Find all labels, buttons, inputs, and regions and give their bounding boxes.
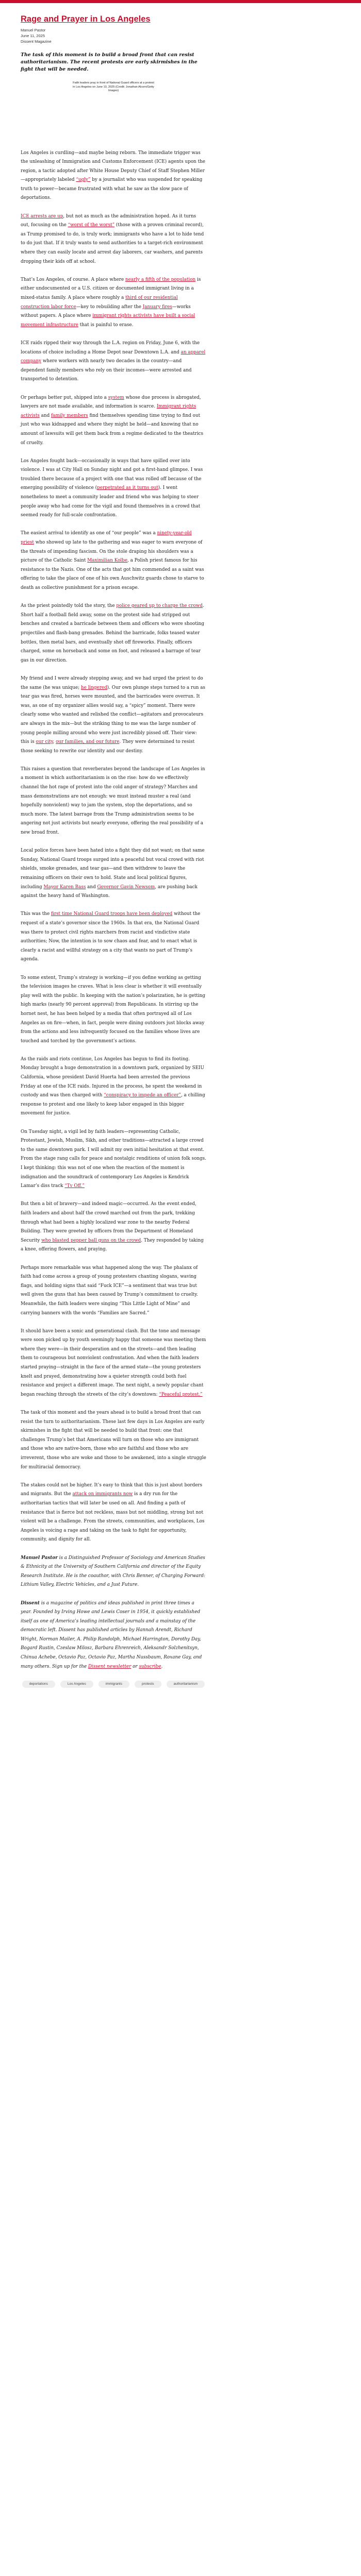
inline-link[interactable]: who blasted pepper ball guns on the crowd [41, 1238, 141, 1243]
inline-link[interactable]: third of our residential construction labor force [21, 295, 178, 310]
inline-link[interactable]: an apparel company [21, 349, 206, 364]
inline-link[interactable]: “Peaceful protest.” [159, 1392, 203, 1397]
inline-link[interactable]: family members [51, 413, 88, 418]
paragraph [21, 1327, 206, 1400]
text-run: , a chilling response to protest and one likely to keep labor engaged in this bigger movement for justice. [21, 1093, 205, 1116]
text-run: and [39, 413, 52, 418]
text-run: —works without papers. A place where [21, 304, 191, 319]
text-run: Los Angeles fought back—occasionally in ways that have spilled over into violence. I was at City Hall on Sunday night and got a first-hand glimpse. I was troubled there because of a project with one that was rolled off because of the emerging possibility of violence ( [21, 458, 203, 491]
text-run: , are pushing back against the heavy hand of Washington. [21, 884, 198, 899]
inline-link[interactable]: “worst of the worst” [68, 223, 115, 228]
inline-link[interactable]: Dissent newsletter [88, 1664, 132, 1669]
text-run: . They responded by taking a knee, offering flowers, and praying. [21, 1238, 204, 1252]
text-run: and [86, 884, 97, 890]
top-accent-bar [0, 0, 361, 3]
text-run: . [161, 1664, 163, 1669]
text-run: This was the [21, 911, 51, 917]
inline-link[interactable]: first time National Guard troops have been deployed [51, 911, 173, 917]
inline-link[interactable]: Maximilian Kolbe [87, 558, 128, 564]
text-run: who showed up late to the gathering and was eager to warn everyone of the threats of impending fascism. On the stole draping his shoulders was a picture of the Catholic Saint [21, 540, 203, 564]
paragraph [21, 1264, 206, 1318]
text-run: ). Our own plunge steps turned to a run as tear gas was fired, horses were mounted, and the barricades were overrun. It was, as one of my organizer allies would say, a “spicy” moment. There were clearly some who wanted and relished the conflict—agitators and provocateurs are always in the mix—but the striking thing to me was the large number of young people milling around who were just incredibly pissed off. Their view: this is [21, 685, 206, 745]
text-run: that is painful to erase. [78, 322, 134, 328]
inline-link[interactable]: “Tv Off.” [64, 1183, 85, 1189]
text-run: That’s Los Angeles, of course. A place where [21, 277, 125, 282]
text-run: The task of this moment and the years ahead is to build a broad front that can resist the turn to authoritarianism. These last few days in Los Angeles are early skirmishes in the fight that will be needed to build that front: one that challenges Trump’s bet that Americans will turn on those who are immigrant and those who are native-born, those who are faithful and those who are irreverent, those who are woke and those to be awakened, into a single struggle for multiracial democracy. [21, 1410, 206, 1470]
paragraph [21, 910, 206, 964]
inline-link[interactable]: immigrant rights activists have built a social movement infrastructure [21, 313, 195, 328]
inline-link[interactable]: attack on immigrants now [72, 1492, 133, 1497]
inline-link[interactable]: police geared up to charge the crowd [116, 603, 203, 609]
text-run: The stakes could not be higher. It’s easy to think that this is just about borders and migrants. But the [21, 1482, 203, 1497]
outlet-name: Dissent Magazine [21, 39, 52, 44]
tag-chip[interactable]: immigrants [99, 1681, 129, 1688]
publish-date: June 11, 2025 [21, 33, 45, 38]
text-run: Local police forces have been hated into a fight they did not want; on that same Sunday, National Guard troops surged into a peaceful but vocal crowd with riot shields, smoke grenades, and tear gas—and then withdrew to leave the remaining officers on their own to hold. State and local political figures, including [21, 848, 205, 890]
text-run: whose due process is abrogated, lawyers are not made available, and information is scarce. [21, 395, 201, 410]
tag-chip[interactable]: deportations [22, 1681, 55, 1688]
text-run: On Tuesday night, a vigil led by faith leaders—representing Catholic, Protestant, Jewish, Muslim, Sikh, and other traditions—attracted a large crowd to the same downtown park. I will admit my own initial hesitation at that event. From the stage rang calls for peace and nostalgic renditions of union folk songs. I kept thinking: this was not of one when the reaction of the moment is indignation and the soundtrack of contemporary Los Angeles is Kendrick Lamar’s diss track [21, 1129, 206, 1189]
inline-link[interactable]: system [108, 395, 124, 400]
paragraph [21, 974, 206, 1046]
text-run: Or perhaps better put, shipped into a [21, 395, 108, 400]
text-run: The easiest arrival to identify as one of “our people” was a [21, 531, 157, 536]
text-run: . Short half a football field away, some on the protest side had stripped out benches and created a barricade between them and officers who were shooting projectiles and flash-bang grenades. Behind the barricade, folks teased water bottles, then metal bars, and eventually shot off fireworks. Finally, officers charged, some on horseback and some on foot, and released a barrage of tear gas in our direction. [21, 603, 204, 663]
paragraph [21, 394, 206, 448]
paragraph [21, 1599, 206, 1672]
paragraph [21, 529, 206, 592]
inline-link[interactable]: he lingered [80, 685, 107, 690]
article-title[interactable]: Rage and Prayer in Los Angeles [21, 14, 151, 24]
article [21, 13, 206, 1688]
text-run: Perhaps more remarkable was what happened along the way. The phalanx of faith had come across a group of young protesters chanting slogans, waving flags, and holding signs that said “Fuck ICE”—a sentiment that was true but well given the guns that has been caused by Trump’s commitment to cruelty. Meanwhile, the faith leaders were singing “This Little Light of Mine” and carrying banners with the words “Families are Sacred.” [21, 1265, 198, 1316]
text-run: To some extent, Trump’s strategy is working—if you define working as getting the television images he craves. What is less clear is whether it will eventually play well with the public. In keeping with the nation’s polarization, he is getting high marks (nearly 90 percent approval) from Republicans. In stirring up the hornet nest, he has been helped by a media that often portrayed all of Los Angeles as on fire—when, in fact, people were dining outdoors just blocks away from the actions and less infrequently focused on the families whose lives are touched and torched by the government’s actions. [21, 975, 205, 1044]
paragraph [21, 339, 206, 384]
text-run: by a journalist who was suspended for speaking truth to power—became frustrated with what he saw as the slow pace of deportations. [21, 177, 203, 201]
inline-link[interactable]: nearly a fifth of the population [125, 277, 196, 282]
tag-chip[interactable]: authoritarianism [167, 1681, 205, 1688]
paragraph [21, 212, 206, 267]
article-dek: The task of this moment is to build a broad front that can resist authoritarianism. The recent protests are early skirmishes in the fight that will be needed. [21, 52, 198, 72]
inline-link[interactable]: Governor Gavin Newsom [97, 884, 155, 890]
paragraph [21, 1200, 206, 1255]
text-run: , [53, 739, 56, 745]
tag-list [21, 1681, 206, 1688]
text-run: Los Angeles is curdling—and maybe being reborn. The immediate trigger was the unleashing of Immigration and Customs Enforcement (ICE) agents upon the region, a tactic adopted after White House Deputy Chief of Staff Stephen Miller—appropriately labeled [21, 150, 205, 183]
inline-link[interactable]: Immigrant rights activists [21, 404, 196, 418]
text-run: , but not as much as the administration hoped. As it turns out, focusing on the [21, 213, 196, 228]
text-run: without the request of a state’s governor since the 1960s. In that era, the National Guard was there to protect civil rights marchers from racist and vindictive state authorities; Now, the intention is to sow chaos and fear, and to enact what is clearly a racist and willful strategy on a city that wants no part of Trump’s agenda. [21, 911, 201, 962]
text-run: —key to rebuilding after the [76, 304, 143, 310]
text-run: is a dry run for the authoritarian tactics that will later be used on all. And finding a path of resistance that is fierce but not reckless, mass but not middling, strong but not violent will be a challenge. From the streets, communities, and workplaces, Los Angeles is voicing a rage and taking on the task to fight for opportunity, community, and dignity for all. [21, 1492, 205, 1543]
text-run: is either undocumented or a U.S. citizen or documented immigrant living in a mixed-status family. A place where roughly a [21, 277, 201, 300]
text-run: ICE raids ripped their way through the L.A. region on Friday, June 6, with the locations of choice including a Home Depot near Downtown L.A. and [21, 340, 200, 355]
inline-link[interactable]: ninety-year-old priest [21, 531, 192, 546]
author-name: Manuel Pastor [21, 28, 46, 32]
inline-link[interactable]: “ugly” [76, 177, 91, 183]
bold-text: Manuel Pastor [21, 1555, 58, 1561]
text-run: As the raids and riots continue, Los Angeles has begun to find its footing. Monday brought a huge demonstration in a downtown park, organized by SEIU California, whose president David Huerta had been arrested the previous Friday at one of the ICE raids. Injured in the process, he spent the weekend in custody and was then charged with [21, 1056, 204, 1098]
paragraph [21, 1554, 206, 1590]
text-run: This raises a question that reverberates beyond the landscape of Los Angeles in a moment in which authoritarianism is on the rise: how do we effectively channel the hot rage of protest into the cold anger of strategy? Marches and mass demonstrations are not enough: we must instead muster a real (and hopefully nonviolent) way to jam the system, stop the deportations, and so much more. The latest barrage from the Trump administration seems to be angering not just activists but nearly everyone, offering the real possibility of a new broad front. [21, 766, 205, 836]
text-run: My friend and I were already stepping away, and we had urged the priest to do the same (he was unique; [21, 675, 203, 690]
bold-text: Dissent [21, 1600, 40, 1606]
paragraph [21, 674, 206, 756]
text-run: ). I went nonetheless to meet a community leader and friend who was helping to steer people away who had come for the vigil and found themselves in a crowd that seemed ready for full-scale confrontation. [21, 485, 201, 518]
paragraph [21, 602, 206, 665]
paragraph [21, 1128, 206, 1191]
text-run: where workers with nearly two decades in the country—and dependent family members who rely on their incomes—were arrested and transported to detention. [21, 359, 192, 382]
tag-chip[interactable]: Los Angeles [60, 1681, 93, 1688]
text-run: is a Distinguished Professor of Sociology and American Studies & Ethnicity at the University of Southern California and director of the Equity Research Institute. He is the coauthor, with Chris Benner, of Charging Forward: Lithium Valley, Electric Vehicles, and a Just Future. [21, 1555, 205, 1588]
paragraph [21, 457, 206, 520]
byline [21, 27, 206, 44]
inline-link[interactable]: subscribe [139, 1664, 161, 1669]
author-bio [21, 1554, 206, 1672]
inline-link[interactable]: our city [36, 739, 53, 745]
figure-caption: Faith leaders pray in front of National Guard officers at a protest in Los Angeles on June 10, 2025 (Credit: Jonathan Alcorn/Getty Images) [73, 81, 154, 92]
text-run: is a magazine of politics and ideas published in print three times a year. Founded by Irving Howe and Lewis Coser in 1954, it quickly established itself as one of America’s leading intellectual journals and a mainstay of the democratic left. Dissent has published articles by Hannah Arendt, Richard Wright, Norman Mailer, A. Philip Randolph, Michael Harrington, Dorothy Day, Bogard Rustin, Czeslaw Milosz, Barbara Ehrenreich, Aleksandr Solzhenitsyn, Chinua Achebe, Octavio Paz, Octavio Paz, Martha Nussbaum, Roxane Gay, and many others. Sign up for the [21, 1600, 202, 1669]
text-run: But then a bit of bravery—and indeed magic—occurred. As the event ended, faith leaders and about half the crowd marched out from the park, trekking through what had been a highly localized war zone to the nearby Federal Building. They were greeted by officers from the Department of Homeland Security [21, 1201, 196, 1243]
inline-link[interactable]: our families, and our future [56, 739, 120, 745]
text-run: . They were determined to resist those seeking to rewrite our identity and our destiny. [21, 739, 195, 754]
figure-image [72, 95, 155, 140]
text-run: It should have been a sonic and generational clash. But the tone and message were soon picked up by youth seemingly happy that someone was meeting them where they were—in their desperation and on the streets—and then leading them to courageous but nonviolent confrontation. And when the faith leaders started praying—straight in the face of the armed state—the young protesters knelt and prayed, demonstrating how a quieter strength could both fuel resistance and project a different image. The next night, a newly popular chant began reaching through the streets of the city’s downtown: [21, 1328, 206, 1397]
paragraph [21, 846, 206, 901]
paragraph [21, 276, 206, 330]
tag-chip[interactable]: protests [135, 1681, 161, 1688]
text-run: As the priest pointedly told the story, the [21, 603, 117, 609]
paragraph [21, 765, 206, 838]
paragraph [21, 149, 206, 204]
inline-link[interactable]: ICE arrests are up [21, 213, 63, 219]
paragraph [21, 1055, 206, 1118]
text-run: , a Polish priest famous for his resistance to the Nazis. One of the acts that got him commended as a saint was offering to take the place of one of his own Auschwitz guards chose to starve to death as collective punishment for a prison escape. [21, 558, 204, 590]
figure [72, 81, 155, 140]
inline-link[interactable]: perpetrated as it turns out [97, 485, 158, 491]
article-body [21, 149, 206, 1545]
text-run: (those with a proven criminal record), as Trump promised to do, is truly work; immigrants who have a lot to hide tend to do just that. If it truly wants to send authorities to a target-rich environment where they can easily locate and arrest day laborers, car washers, and parents dropping their kids off at school. [21, 223, 204, 264]
text-run: find themselves spending time trying to find out just who was kidnapped and where they might be held—and knowing that no amount of lawsuits will get them back from a regime dedicated to the theatrics of cruelty. [21, 413, 203, 446]
inline-link[interactable]: Mayor Karen Bass [43, 884, 86, 890]
paragraph [21, 1409, 206, 1472]
text-run: or [131, 1664, 139, 1669]
inline-link[interactable]: “conspiracy to impede an officer” [104, 1093, 181, 1098]
paragraph [21, 1481, 206, 1545]
inline-link[interactable]: January fires [142, 304, 172, 310]
